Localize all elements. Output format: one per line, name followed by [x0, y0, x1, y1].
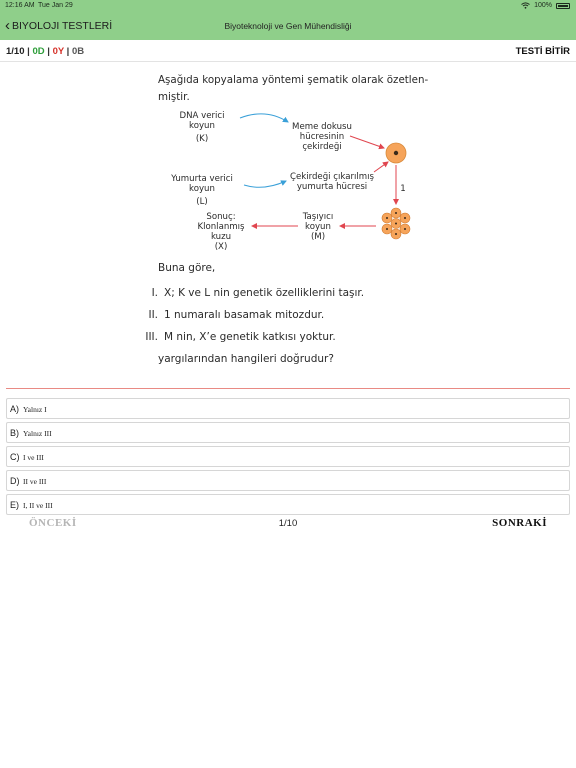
back-label: BIYOLOJI TESTLERİ	[12, 19, 113, 32]
correct-count: 0D	[32, 46, 45, 57]
option-letter: B)	[10, 428, 19, 438]
option-letter: E)	[10, 500, 19, 510]
option-text: II ve III	[23, 477, 47, 486]
option-letter: C)	[10, 452, 20, 462]
status-time: 12:16 AM	[5, 2, 35, 9]
separator: |	[27, 46, 33, 57]
question-intro-line: Aşağıda kopyalama yöntemi şematik olarak özetlen-	[158, 74, 429, 86]
separator: |	[47, 46, 53, 57]
status-right	[521, 2, 570, 9]
next-button[interactable]: SONRAKİ	[492, 517, 547, 529]
enucleated-egg-label: Çekirdeği çıkarılmış yumurta hücresi	[289, 172, 375, 192]
question-ask: yargılarından hangileri doğrudur?	[158, 353, 334, 365]
statement-1: I. X; K ve L nin genetik özelliklerini taşır.	[151, 287, 365, 299]
statement-2: II. 1 numaralı basamak mitozdur.	[148, 309, 325, 321]
blank-count: 0B	[71, 46, 85, 57]
score-summary	[6, 46, 84, 57]
option-b[interactable]	[6, 422, 570, 443]
battery-percent: 100%	[534, 2, 552, 9]
page-indicator: 1/10	[278, 518, 298, 529]
option-letter: A)	[10, 404, 19, 414]
egg-donor-label: Yumurta verici koyun (L)	[171, 174, 233, 207]
step-number-label: 1	[400, 184, 406, 194]
dna-donor-label: DNA verici koyun (K)	[179, 111, 225, 144]
option-c[interactable]	[6, 446, 570, 467]
nav-bar	[0, 12, 576, 40]
cloned-lamb-label: Sonuç: Klonlanmış kuzu (X)	[197, 212, 245, 252]
option-e[interactable]	[6, 494, 570, 515]
wrong-count: 0Y	[52, 46, 65, 57]
separator: |	[66, 46, 72, 57]
wifi-icon	[521, 2, 530, 9]
score-bar	[0, 40, 576, 62]
option-text: I ve III	[23, 453, 44, 462]
status-bar	[0, 0, 576, 12]
footer-nav	[0, 514, 576, 534]
question-intro	[158, 72, 448, 106]
arrow-enucleated-to-cell	[374, 162, 388, 172]
page-title: Biyoteknoloji ve Gen Mühendisliği	[224, 21, 352, 31]
question-stem: Buna göre,	[158, 262, 216, 274]
cloning-diagram	[160, 108, 424, 258]
divider	[6, 388, 570, 389]
option-d[interactable]	[6, 470, 570, 491]
embryo-icon	[382, 208, 410, 239]
option-text: Yalnız I	[23, 405, 47, 414]
option-text: Yalnız III	[23, 429, 52, 438]
statement-3: III. M nin, X’e genetik katkısı yoktur.	[145, 331, 336, 343]
previous-button[interactable]: ÖNCEKİ	[29, 517, 77, 529]
battery-icon	[556, 3, 570, 9]
option-letter: D)	[10, 476, 20, 486]
surrogate-label: Taşıyıcı koyun (M)	[302, 212, 334, 242]
chevron-left-icon: ‹	[5, 17, 10, 34]
option-a[interactable]	[6, 398, 570, 419]
question-intro-line: miştir.	[158, 91, 190, 103]
question-position: 1/10	[6, 46, 25, 57]
arrow-egg-to-enucleated	[244, 181, 286, 187]
mammary-nucleus-label: Meme dokusu hücresinin çekirdeği	[292, 122, 352, 152]
finish-test-button[interactable]: TESTİ BİTİR	[515, 46, 570, 57]
status-date: Tue Jan 29	[38, 2, 73, 9]
arrow-dna-to-nucleus	[240, 114, 288, 122]
option-text: I, II ve III	[23, 501, 53, 510]
